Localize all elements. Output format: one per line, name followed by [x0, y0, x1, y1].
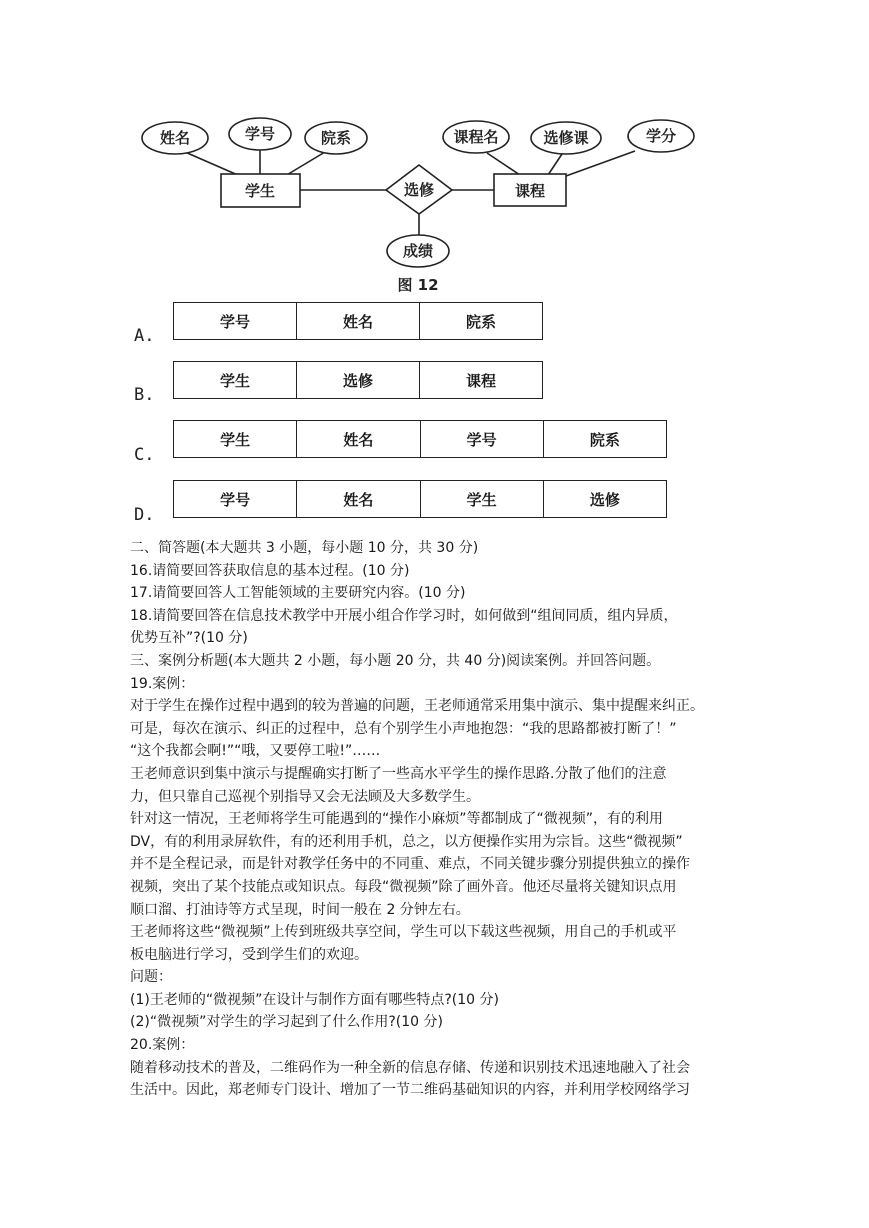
text-line: 19.案例：: [130, 675, 195, 692]
attr-coursename-label: 课程名: [453, 128, 499, 146]
option-c-cell: 学生: [174, 421, 297, 458]
option-a-cell: 院系: [420, 303, 543, 340]
text-line: 16.请简要回答获取信息的基本过程。(10 分): [130, 562, 410, 579]
option-a-table: [173, 302, 543, 340]
entity-student-label: 学生: [244, 182, 276, 200]
attr-elective-label: 选修课: [543, 129, 589, 147]
option-d-cell: 学号: [174, 481, 297, 518]
text-line: 视频，突出了某个技能点或知识点。每段“微视频”除了画外音。他还尽量将关键知识点用: [130, 878, 677, 895]
option-c-cell: 姓名: [297, 421, 420, 458]
text-line: 王老师意识到集中演示与提醒确实打断了一些高水平学生的操作思路.分散了他们的注意: [130, 765, 667, 782]
option-c-letter: C.: [134, 445, 155, 465]
text-line: 可是，每次在演示、纠正的过程中，总有个别学生小声地抱怨：“我的思路都被打断了！”: [130, 720, 677, 737]
text-line: 问题：: [130, 969, 172, 986]
link-credit-course: [566, 151, 635, 176]
question-text: [130, 537, 742, 1102]
entity-course-label: 课程: [514, 182, 546, 200]
link-dept-student: [285, 152, 325, 176]
option-b-letter: B.: [134, 385, 155, 405]
option-c-table: [173, 420, 667, 458]
attr-credit-label: 学分: [645, 127, 677, 145]
option-b-table: [173, 361, 543, 399]
text-line: 随着移动技术的普及，二维码作为一种全新的信息存储、传递和识别技术迅速地融入了社会: [130, 1059, 690, 1076]
option-b-cell: 学生: [174, 362, 297, 399]
text-line: “这个我都会啊!”“哦，又要停工啦!”……: [130, 743, 381, 760]
option-d-cell: 学生: [420, 481, 543, 518]
option-c-cell: 院系: [543, 421, 666, 458]
attr-grade-label: 成绩: [402, 242, 434, 260]
option-a-cell: 姓名: [297, 303, 420, 340]
text-line: 18.请简要回答在信息技术教学中开展小组合作学习时，如何做到“组间同质，组内异质，: [130, 607, 678, 624]
text-line: 生活中。因此，郑老师专门设计、增加了一节二维码基础知识的内容，并利用学校网络学习: [130, 1082, 690, 1099]
section-heading: 三、案例分析题(本大题共 2 小题，每小题 20 分，共 40 分)阅读案例。并回答问题。: [130, 652, 661, 669]
text-line: 17.请简要回答人工智能领域的主要研究内容。(10 分): [130, 585, 466, 602]
option-d-cell: 姓名: [297, 481, 420, 518]
link-name-student: [185, 152, 240, 176]
text-line: 王老师将这些“微视频”上传到班级共享空间，学生可以下载这些视频，用自己的手机或平: [130, 924, 677, 941]
attr-id-label: 学号: [244, 125, 276, 143]
option-d-table: [173, 480, 667, 518]
figure-caption: 图 12: [397, 276, 439, 294]
option-b-cell: 选修: [297, 362, 420, 399]
text-line: 针对这一情况，王老师将学生可能遇到的“操作小麻烦”等都制成了“微视频”，有的利用: [130, 811, 664, 828]
text-line: (1)王老师的“微视频”在设计与制作方面有哪些特点?(10 分): [130, 991, 499, 1008]
option-d-cell: 选修: [543, 481, 666, 518]
attr-name-label: 姓名: [159, 129, 191, 147]
text-line: 板电脑进行学习，受到学生们的欢迎。: [130, 946, 368, 963]
option-b-cell: 课程: [420, 362, 543, 399]
text-line: 并不是全程记录，而是针对教学任务中的不同重、难点，不同关键步骤分别提供独立的操作: [130, 856, 690, 873]
attr-dept-label: 院系: [320, 129, 352, 147]
text-line: 20.案例：: [130, 1037, 195, 1054]
option-a-cell: 学号: [174, 303, 297, 340]
link-coursename-course: [487, 153, 520, 175]
text-line: 对于学生在操作过程中遇到的较为普遍的问题，王老师通常采用集中演示、集中提醒来纠正。: [130, 698, 704, 715]
option-d-letter: D.: [134, 505, 155, 525]
option-c-cell: 学号: [420, 421, 543, 458]
er-diagram: [0, 0, 869, 300]
text-line: (2)“微视频”对学生的学习起到了什么作用?(10 分): [130, 1014, 443, 1031]
relationship-label: 选修: [403, 181, 435, 199]
link-elective-course: [548, 154, 562, 175]
text-line: 力，但只靠自己巡视个别指导又会无法顾及大多数学生。: [130, 788, 480, 805]
option-a-letter: A.: [134, 326, 155, 346]
text-line: 顺口溜、打油诗等方式呈现，时间一般在 2 分钟左右。: [130, 901, 470, 918]
text-line: DV，有的利用录屏软件，有的还利用手机，总之，以方便操作实用为宗旨。这些“微视频”: [130, 833, 683, 850]
text-line: 优势互补”?(10 分): [130, 630, 248, 647]
section-heading: 二、简答题(本大题共 3 小题，每小题 10 分，共 30 分): [130, 540, 479, 556]
